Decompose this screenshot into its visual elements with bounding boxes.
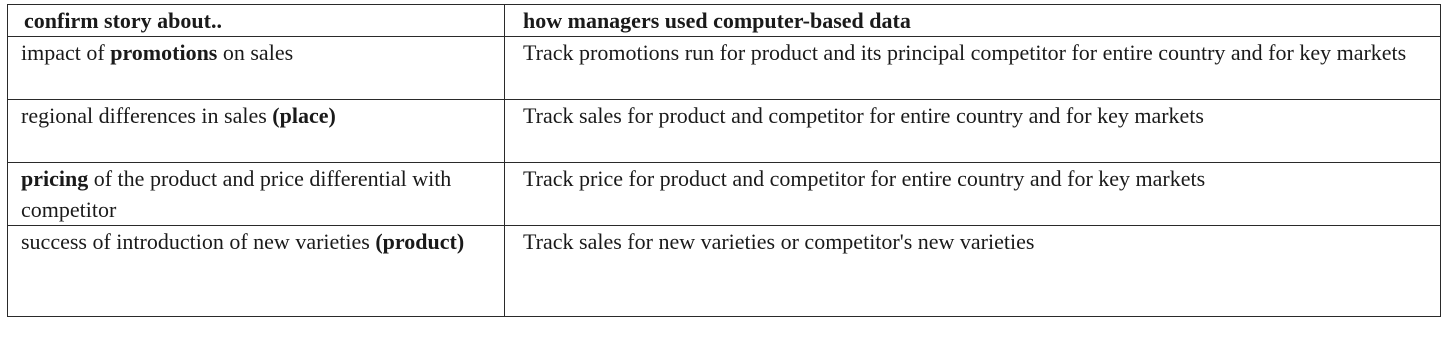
topic-text: regional differences in sales	[21, 103, 273, 128]
topic-cell	[8, 37, 505, 100]
topic-keyword: promotions	[110, 40, 218, 65]
topic-text: impact of	[21, 40, 111, 65]
usage-cell: Track price for product and competitor for entire country and for key markets	[505, 163, 1441, 226]
topic-keyword: (product)	[375, 229, 465, 254]
column-header-topic: confirm story about..	[8, 5, 505, 37]
topic-keyword: (place)	[272, 103, 336, 128]
usage-cell: Track promotions run for product and its principal competitor for entire country and for key markets	[505, 37, 1441, 100]
table-header-row	[8, 5, 1441, 37]
topic-keyword: pricing	[21, 166, 89, 191]
topic-cell	[8, 100, 505, 163]
topic-cell	[8, 163, 505, 226]
usage-cell: Track sales for new varieties or competitor's new varieties	[505, 226, 1441, 317]
usage-cell: Track sales for product and competitor for entire country and for key markets	[505, 100, 1441, 163]
table-row	[8, 37, 1441, 100]
table-row	[8, 163, 1441, 226]
table-row	[8, 100, 1441, 163]
topic-text: success of introduction of new varieties	[21, 229, 376, 254]
table-row	[8, 226, 1441, 317]
topic-text: on sales	[217, 40, 294, 65]
topic-text: of the product and price differential with competitor	[21, 166, 452, 222]
column-header-usage: how managers used computer-based data	[505, 5, 1441, 37]
topic-cell	[8, 226, 505, 317]
data-table	[7, 4, 1441, 317]
